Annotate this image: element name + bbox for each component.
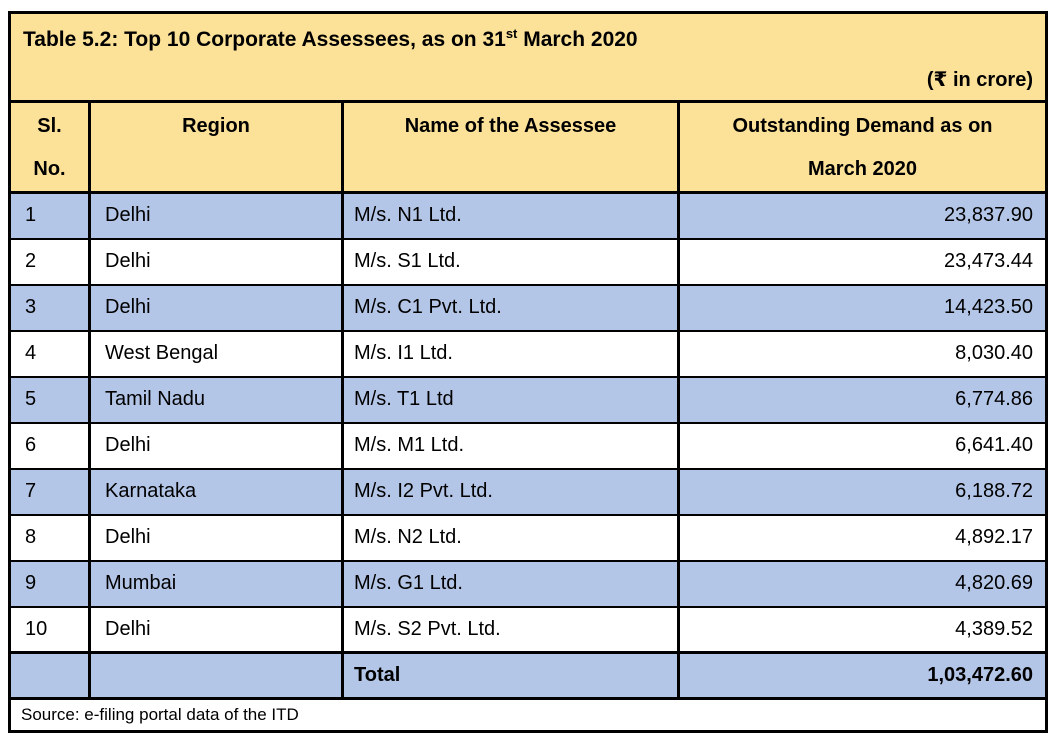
header-sl-no xyxy=(10,102,90,193)
row-region: Mumbai xyxy=(90,561,343,607)
row-region: Delhi xyxy=(90,515,343,561)
row-sl: 10 xyxy=(10,607,90,653)
table-row xyxy=(10,285,1047,331)
total-row xyxy=(10,653,1047,699)
row-sl: 3 xyxy=(10,285,90,331)
title-suffix: March 2020 xyxy=(517,28,638,51)
row-region: Delhi xyxy=(90,285,343,331)
row-assessee-name: M/s. T1 Ltd xyxy=(343,377,679,423)
header-demand-line1: Outstanding Demand as on xyxy=(732,115,993,137)
row-amount: 23,473.44 xyxy=(679,239,1047,285)
row-assessee-name: M/s. N2 Ltd. xyxy=(343,515,679,561)
table-row xyxy=(10,561,1047,607)
row-amount: 4,892.17 xyxy=(679,515,1047,561)
table-row xyxy=(10,331,1047,377)
row-amount: 14,423.50 xyxy=(679,285,1047,331)
table-row xyxy=(10,193,1047,239)
row-amount: 23,837.90 xyxy=(679,193,1047,239)
row-region: Delhi xyxy=(90,239,343,285)
table-row xyxy=(10,607,1047,653)
total-empty-region xyxy=(90,653,343,699)
row-assessee-name: M/s. S2 Pvt. Ltd. xyxy=(343,607,679,653)
row-sl: 7 xyxy=(10,469,90,515)
row-region: Delhi xyxy=(90,423,343,469)
source-row xyxy=(10,699,1047,732)
title-row xyxy=(10,13,1047,102)
row-sl: 1 xyxy=(10,193,90,239)
header-region: Region xyxy=(90,102,343,193)
row-amount: 6,774.86 xyxy=(679,377,1047,423)
row-assessee-name: M/s. G1 Ltd. xyxy=(343,561,679,607)
header-outstanding-demand xyxy=(679,102,1047,193)
row-sl: 4 xyxy=(10,331,90,377)
header-sl-line2: No. xyxy=(33,158,66,180)
row-region: Delhi xyxy=(90,193,343,239)
row-amount: 8,030.40 xyxy=(679,331,1047,377)
row-assessee-name: M/s. I2 Pvt. Ltd. xyxy=(343,469,679,515)
row-assessee-name: M/s. S1 Ltd. xyxy=(343,239,679,285)
row-assessee-name: M/s. N1 Ltd. xyxy=(343,193,679,239)
row-region: Karnataka xyxy=(90,469,343,515)
title-superscript: st xyxy=(505,26,518,41)
table-row xyxy=(10,423,1047,469)
total-label: Total xyxy=(343,653,679,699)
row-region: Tamil Nadu xyxy=(90,377,343,423)
table-row xyxy=(10,469,1047,515)
row-amount: 4,389.52 xyxy=(679,607,1047,653)
header-row xyxy=(10,102,1047,193)
row-region: Delhi xyxy=(90,607,343,653)
row-amount: 4,820.69 xyxy=(679,561,1047,607)
row-assessee-name: M/s. M1 Ltd. xyxy=(343,423,679,469)
header-demand-line2: March 2020 xyxy=(808,158,917,180)
row-sl: 5 xyxy=(10,377,90,423)
top-10-corporate-assessees-table xyxy=(8,11,1048,733)
table-row xyxy=(10,515,1047,561)
table-title xyxy=(23,19,1033,55)
currency-unit-note: (₹ in crore) xyxy=(926,69,1033,91)
row-amount: 6,641.40 xyxy=(679,423,1047,469)
total-empty-sl xyxy=(10,653,90,699)
title-cell xyxy=(10,13,1047,102)
table-row xyxy=(10,239,1047,285)
row-assessee-name: M/s. C1 Pvt. Ltd. xyxy=(343,285,679,331)
row-sl: 8 xyxy=(10,515,90,561)
header-sl-line1: Sl. xyxy=(37,115,62,137)
title-prefix: Table 5.2: Top 10 Corporate Assessees, as on 31 xyxy=(23,28,506,51)
row-assessee-name: M/s. I1 Ltd. xyxy=(343,331,679,377)
source-note: Source: e-filing portal data of the ITD xyxy=(10,699,1047,732)
header-assessee-name: Name of the Assessee xyxy=(343,102,679,193)
row-sl: 9 xyxy=(10,561,90,607)
row-region: West Bengal xyxy=(90,331,343,377)
table-row xyxy=(10,377,1047,423)
row-sl: 2 xyxy=(10,239,90,285)
row-sl: 6 xyxy=(10,423,90,469)
row-amount: 6,188.72 xyxy=(679,469,1047,515)
total-amount: 1,03,472.60 xyxy=(679,653,1047,699)
title-block xyxy=(11,14,1045,100)
